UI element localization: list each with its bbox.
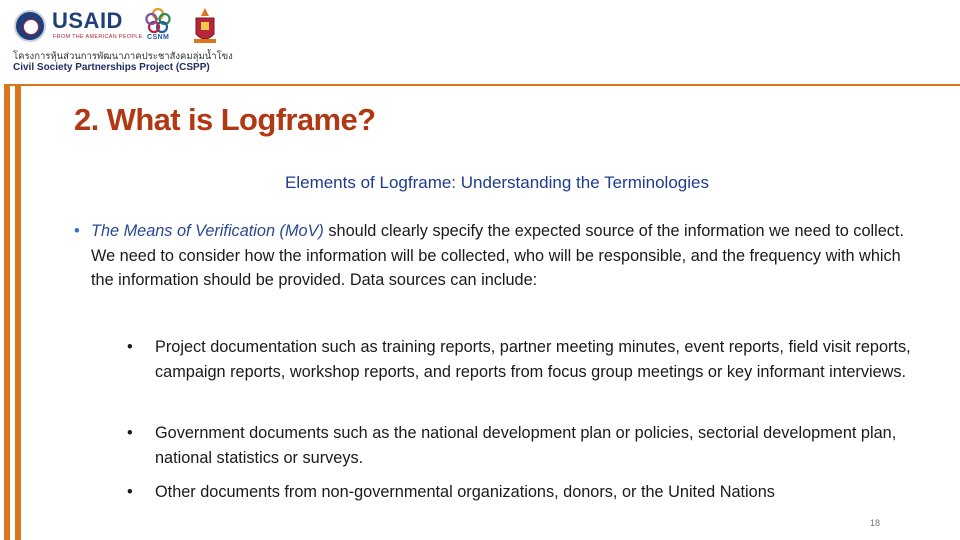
bullet-marker: • [74, 222, 80, 240]
slide-subtitle: Elements of Logframe: Understanding the Terminologies [285, 173, 709, 192]
list-item [127, 335, 917, 385]
slide-title: 2. What is Logframe? [74, 102, 376, 137]
main-bullet [74, 219, 924, 293]
list-item-text: Government documents such as the national development plan or policies, sectorial development plan, national statistics or surveys. [155, 424, 897, 467]
thai-project-name: โครงการหุ้นส่วนการพัฒนาภาคประชาสังคมลุ่มน้ำโขง [13, 51, 233, 62]
main-bullet-text [91, 219, 924, 293]
main-bullet-body: should clearly specify the expected source of the information we need to collect. We need to consider how the information will be collected, who will be responsible, and the frequency with which the information should be provided. Data sources can include: [91, 222, 904, 289]
csnm-logo-label: CSNM [147, 34, 170, 41]
list-item-text: Other documents from non-governmental organizations, donors, or the United Nations [155, 483, 775, 501]
project-name: Civil Society Partnerships Project (CSPP) [13, 62, 210, 73]
top-divider [4, 84, 960, 86]
bullet-marker: • [127, 424, 133, 442]
bullet-marker: • [127, 483, 133, 501]
usaid-seal-icon [14, 10, 46, 42]
usaid-logo: USAID [52, 8, 123, 33]
page-number: 18 [870, 518, 881, 528]
left-accent-bar [4, 86, 10, 540]
list-item [127, 421, 917, 471]
list-item [127, 480, 917, 505]
bullet-marker: • [127, 338, 133, 356]
university-crest-icon [190, 6, 220, 46]
list-item-text: Project documentation such as training reports, partner meeting minutes, event reports, field visit reports, campaign reports, workshop reports, and reports from focus group meetings or key informant interviews. [155, 338, 911, 381]
left-accent-bar [15, 86, 21, 540]
mov-term: The Means of Verification (MoV) [91, 222, 324, 240]
usaid-tagline: FROM THE AMERICAN PEOPLE [53, 34, 143, 40]
